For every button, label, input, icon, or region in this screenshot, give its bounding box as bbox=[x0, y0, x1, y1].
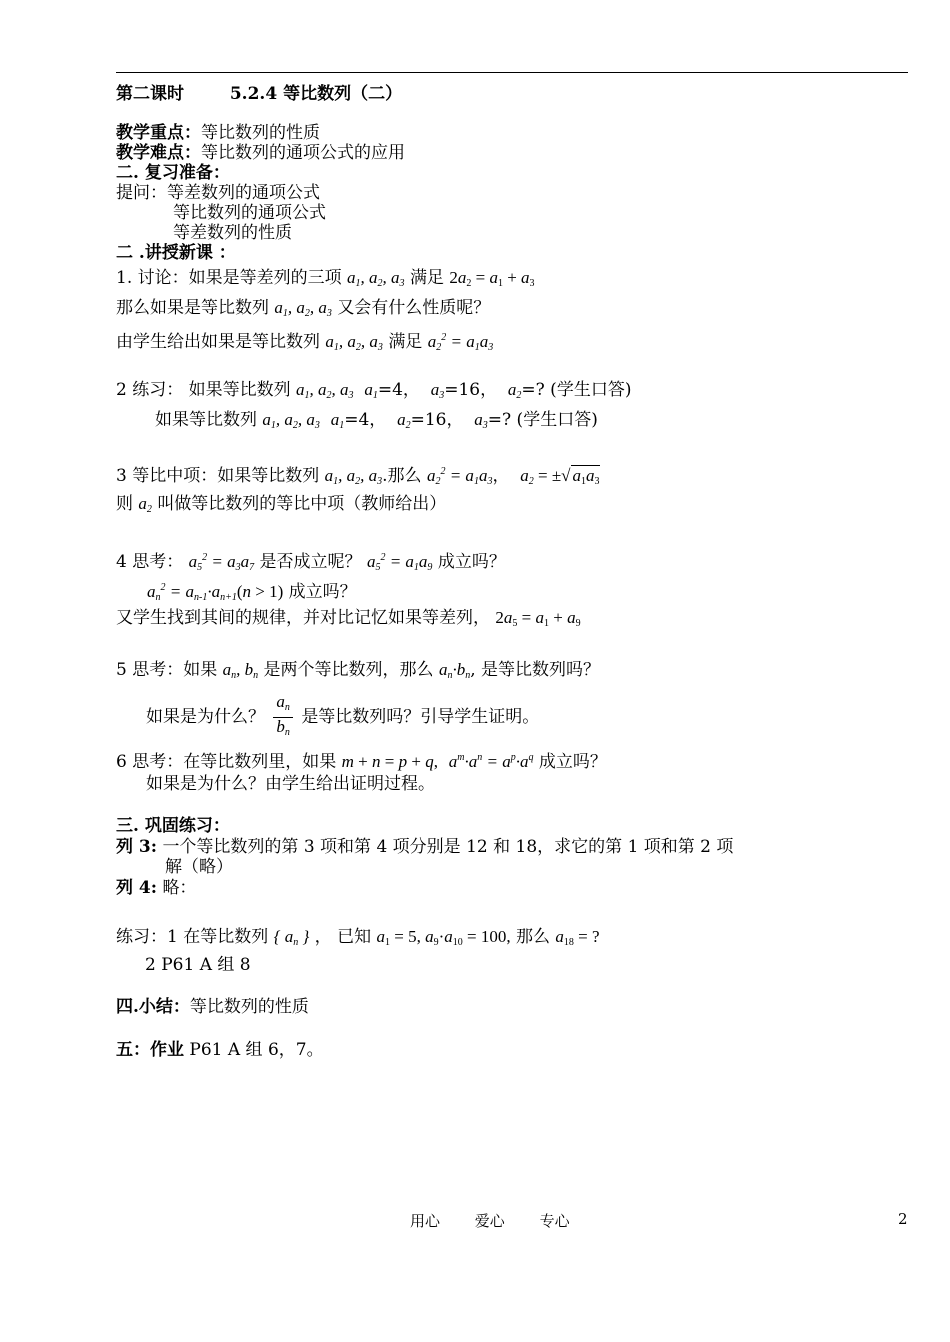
footer-item: 专心 bbox=[539, 1212, 570, 1230]
homework: 五：作业 P61 A 组 6，7。 bbox=[116, 1040, 324, 1060]
practice-line-a: 练习：1 在等比数列 { $a_n$ } ， 已知 $a_1 = 5$, $a_9\cdot a_{10} = 100$, 那么 $a_{18}$ = ? bbox=[116, 927, 600, 948]
lesson-number: 第二课时 bbox=[116, 84, 184, 104]
s4-line-a: 4 思考： $a_5^2 = a_3a_7$ 是否成立呢？ $a_5^2 = a_1a_9$ 成立吗？ bbox=[116, 552, 506, 573]
s2-line-a: 2 练习： 如果等比数列 $a_1$, $a_2$, $a_3$ $a_1=4$， $a_3=16$， $a_2=$? (学生口答) bbox=[116, 380, 632, 401]
teaching-difficulty: 教学难点：等比数列的通项公式的应用 bbox=[116, 143, 405, 163]
example-3: 列 3: 一个等比数列的第 3 项和第 4 项分别是 12 和 18，求它的第 1 项和第 2 项 bbox=[116, 837, 734, 857]
s3-line-b: 则 $a_2$ 叫做等比数列的等比中项（教师给出） bbox=[116, 494, 447, 515]
section-title: 5.2.4 等比数列（二） bbox=[229, 84, 403, 104]
s4-line-b: $a_n^2 = a_{n-1}\cdot a_{n+1}(n > 1)$ 成立吗？ bbox=[147, 582, 357, 603]
s2-line-b: 如果等比数列 $a_1$, $a_2$, $a_3$ $a_1=4$， $a_2=16$， $a_3=$? (学生口答) bbox=[155, 410, 598, 431]
s5-line-b: 如果是为什么？ $\frac{a_n}{b_n}$ 是等比数列吗？引导学生证明。 bbox=[146, 693, 539, 742]
practice-line-b: 2 P61 A 组 8 bbox=[145, 955, 251, 975]
s6-line-b: 如果是为什么？由学生给出证明过程。 bbox=[146, 774, 435, 794]
header-rule bbox=[116, 72, 908, 73]
fraction-an-bn: $\frac{a_n}{b_n}$ bbox=[273, 693, 293, 742]
review-heading: 二. 复习准备： bbox=[116, 163, 230, 183]
s6-line-a: 6 思考：在等比数列里，如果 m + n = p + q, $a^m\cdot a^n = a^p\cdot a^q$ 成立吗？ bbox=[116, 752, 607, 772]
new-lesson-heading: 二 .讲授新课 ： bbox=[116, 243, 236, 263]
lesson-title bbox=[116, 84, 402, 104]
page-number: 2 bbox=[898, 1210, 908, 1228]
s1-line-a: 1. 讨论：如果是等差列的三项 $a_1$, $a_2$, $a_3$ 满足 $2a_2 = a_1 + a_3$ bbox=[116, 268, 535, 289]
footer-item: 爱心 bbox=[474, 1212, 505, 1230]
summary: 四.小结：等比数列的性质 bbox=[116, 997, 309, 1017]
s1-line-c: 由学生给出如果是等比数列 $a_1$, $a_2$, $a_3$ 满足 $a_2^2 = a_1a_3$ bbox=[116, 332, 494, 353]
s3-line-a: 3 等比中项：如果等比数列 $a_1$, $a_2$, $a_3$.那么 $a_2^2 = a_1a_3$， $a_2$ = ±√ $a_1a_3$ bbox=[116, 466, 600, 487]
page-footer bbox=[410, 1210, 660, 1231]
consolidate-heading: 三. 巩固练习： bbox=[116, 816, 230, 836]
s5-line-a: 5 思考：如果 $a_n$, $b_n$ 是两个等比数列，那么 $a_n\cdot b_n$, 是等比数列吗？ bbox=[116, 660, 601, 681]
example-4: 列 4: 略： bbox=[116, 878, 197, 898]
review-item: 等比数列的通项公式 bbox=[173, 203, 326, 223]
review-item: 提问：等差数列的通项公式 bbox=[116, 183, 320, 203]
footer-item: 用心 bbox=[410, 1212, 441, 1230]
review-item: 等差数列的性质 bbox=[173, 223, 292, 243]
s1-line-b: 那么如果是等比数列 $a_1$, $a_2$, $a_3$ 又会有什么性质呢？ bbox=[116, 298, 491, 319]
s4-line-c: 又学生找到其间的规律，并对比记忆如果等差列， $2a_5 = a_1 + a_9$ bbox=[116, 608, 581, 629]
example-3-solution: 解（略） bbox=[165, 857, 233, 877]
teaching-focus: 教学重点：等比数列的性质 bbox=[116, 123, 320, 143]
